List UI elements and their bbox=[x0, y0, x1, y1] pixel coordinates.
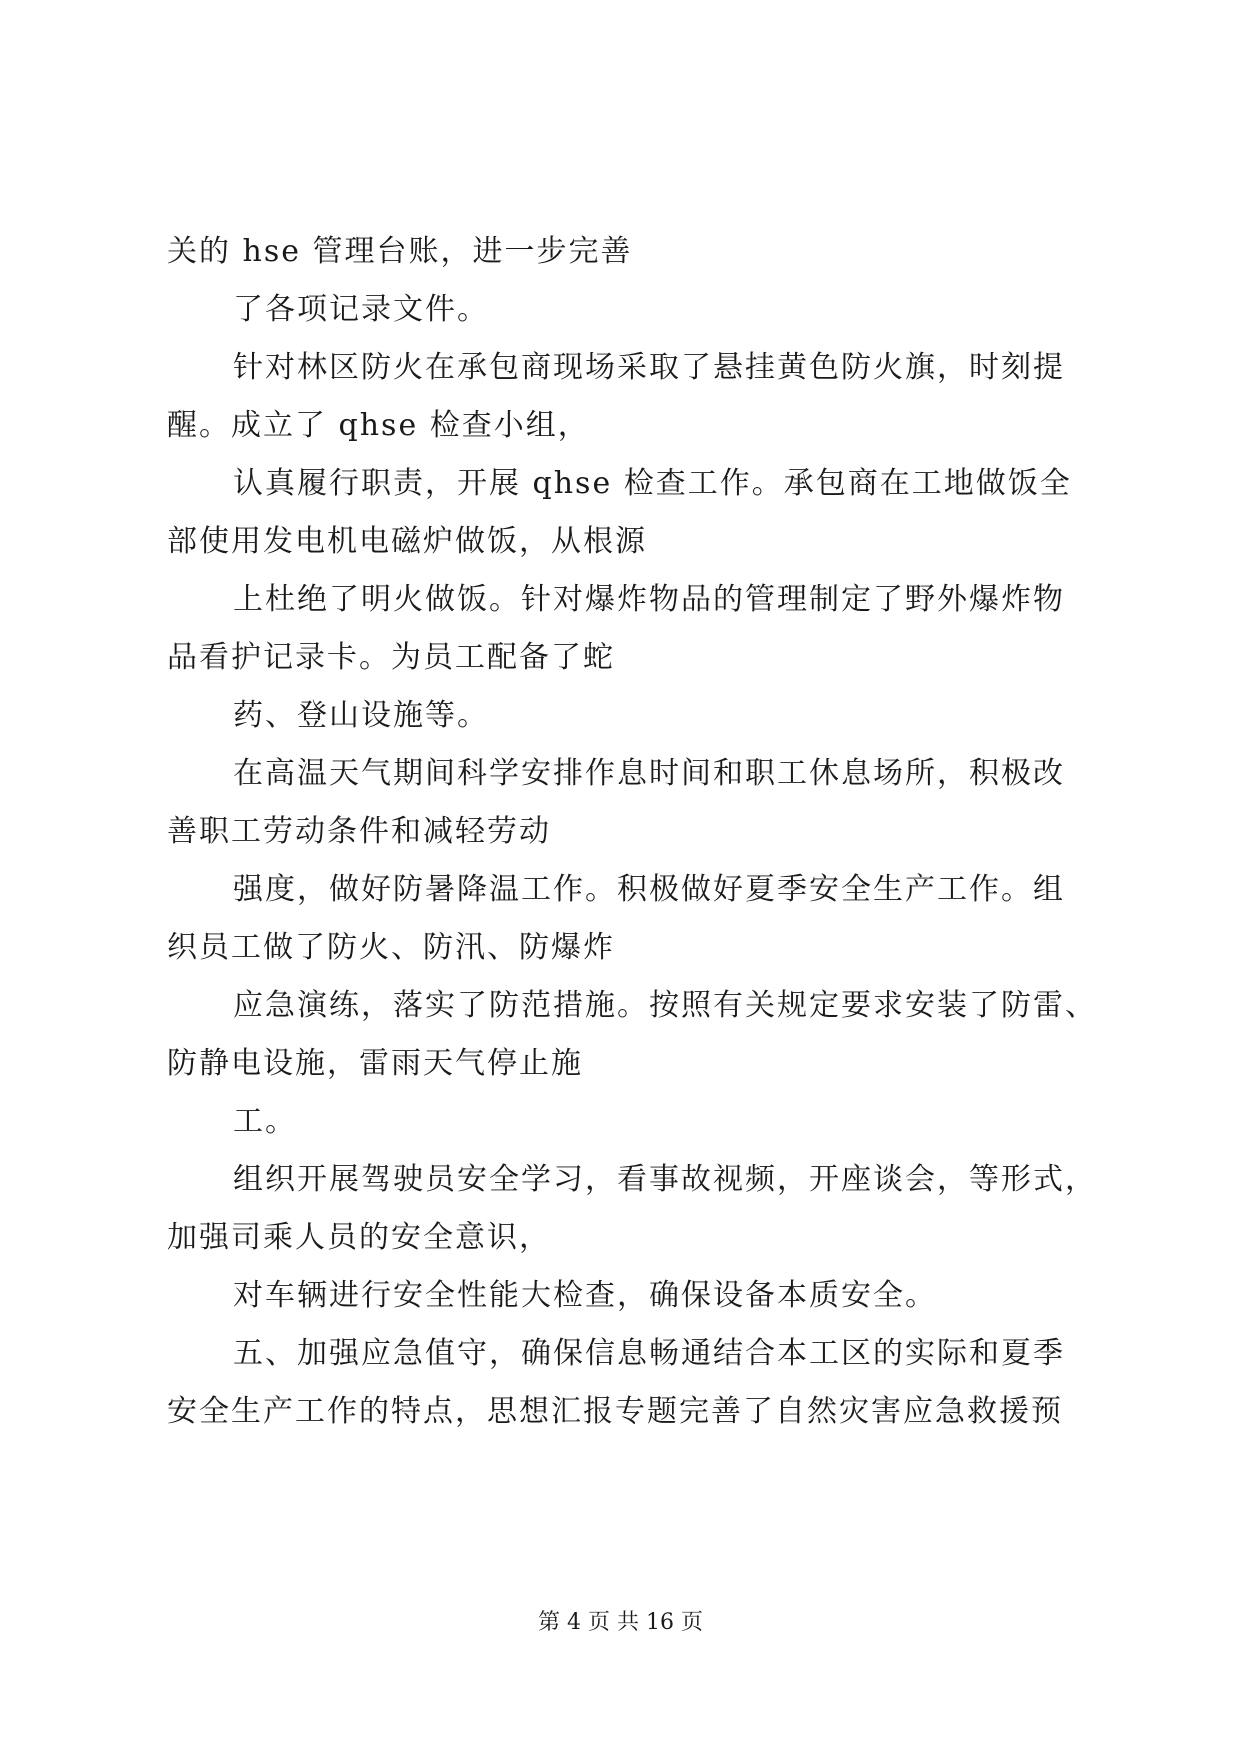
text-line: 在高温天气期间科学安排作息时间和职工休息场所，积极改 bbox=[233, 756, 1065, 791]
text-line: 了各项记录文件。 bbox=[233, 292, 489, 327]
text-line: 善职工劳动条件和减轻劳动 bbox=[167, 814, 551, 849]
page-footer: 第 4 页 共 16 页 bbox=[538, 1610, 703, 1635]
text-line: 关的 hse 管理台账，进一步完善 bbox=[167, 234, 633, 269]
text-line: 认真履行职责，开展 qhse 检查工作。承包商在工地做饭全 bbox=[233, 466, 1072, 501]
text-line: 工。 bbox=[233, 1104, 297, 1139]
text-line: 五、加强应急值守，确保信息畅通结合本工区的实际和夏季 bbox=[233, 1336, 1065, 1371]
text-line: 防静电设施，雷雨天气停止施 bbox=[167, 1046, 583, 1081]
text-line: 醒。成立了 qhse 检查小组， bbox=[167, 408, 590, 443]
text-line: 强度，做好防暑降温工作。积极做好夏季安全生产工作。组 bbox=[233, 872, 1065, 907]
text-line: 上杜绝了明火做饭。针对爆炸物品的管理制定了野外爆炸物 bbox=[233, 582, 1065, 617]
text-line: 组织开展驾驶员安全学习，看事故视频，开座谈会，等形式， bbox=[233, 1162, 1097, 1197]
text-line: 品看护记录卡。为员工配备了蛇 bbox=[167, 640, 615, 675]
text-line: 织员工做了防火、防汛、防爆炸 bbox=[167, 930, 615, 965]
text-line: 药、登山设施等。 bbox=[233, 698, 489, 733]
text-line: 针对林区防火在承包商现场采取了悬挂黄色防火旗，时刻提 bbox=[233, 350, 1065, 385]
text-line: 安全生产工作的特点，思想汇报专题完善了自然灾害应急救援预 bbox=[167, 1394, 1063, 1429]
text-line: 加强司乘人员的安全意识， bbox=[167, 1220, 551, 1255]
text-line: 部使用发电机电磁炉做饭，从根源 bbox=[167, 524, 647, 559]
text-line: 对车辆进行安全性能大检查，确保设备本质安全。 bbox=[233, 1278, 937, 1313]
text-line: 应急演练，落实了防范措施。按照有关规定要求安装了防雷、 bbox=[233, 988, 1097, 1023]
